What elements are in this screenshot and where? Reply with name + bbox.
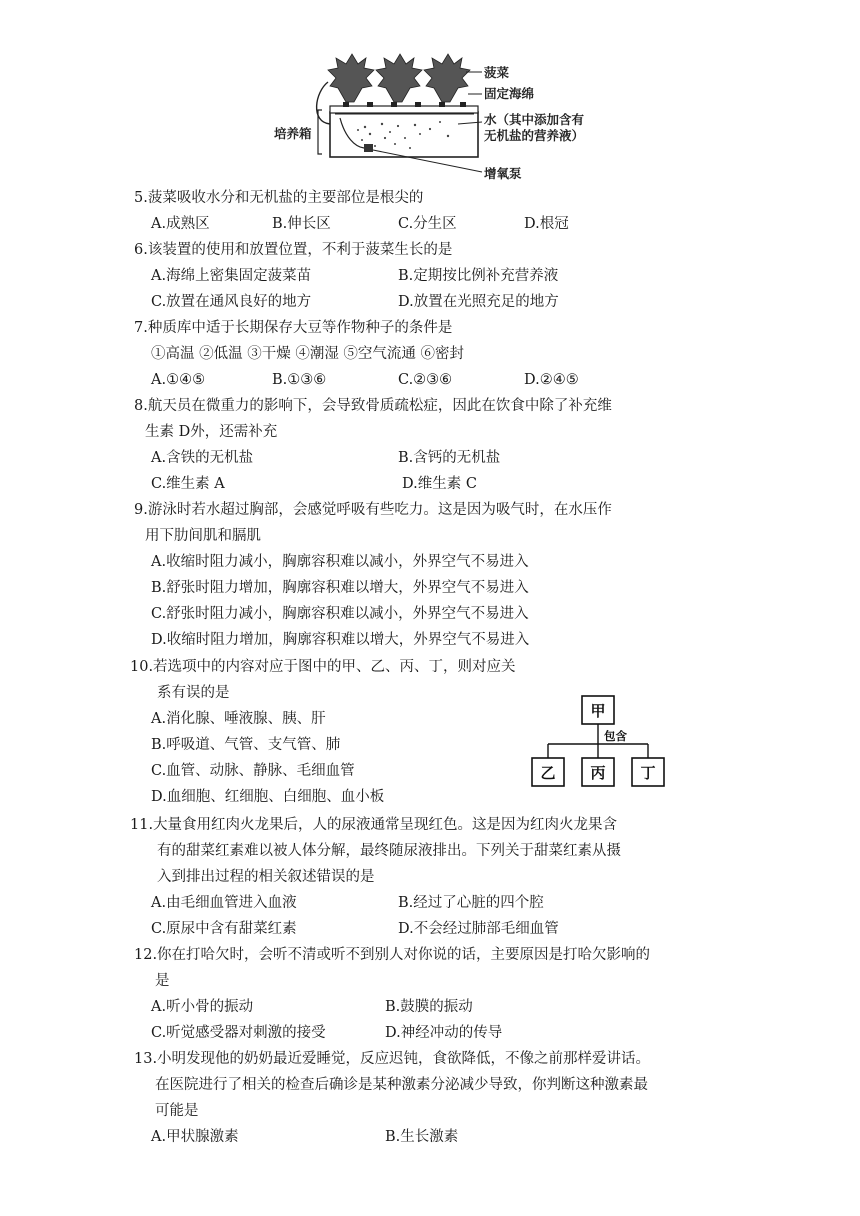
q13-stem-3: 可能是 [155,1103,199,1119]
q6-option-c: C.放置在通风良好的地方 [151,294,312,310]
q10-stem-1: 10.若选项中的内容对应于图中的甲、乙、丙、丁，则对应关 [130,659,516,675]
q10-option-a: A.消化腺、唾液腺、胰、肝 [151,711,326,727]
q7-stem: 7.种质库中适于长期保存大豆等作物种子的条件是 [134,320,453,336]
box-bing-label: 丙 [590,764,606,782]
q10-stem-2: 系有误的是 [157,685,230,701]
q9-option-c: C.舒张时阻力减小，胸廓容积难以减小，外界空气不易进入 [151,606,529,622]
q8-option-b: B.含钙的无机盐 [398,450,501,466]
q11-option-c: C.原尿中含有甜菜红素 [151,921,297,937]
label-water-1: 水（其中添加含有 [484,112,585,127]
label-pump: 增氧泵 [484,166,522,181]
q10-option-d: D.血细胞、红细胞、白细胞、血小板 [151,789,385,805]
q11-option-b: B.经过了心脏的四个腔 [398,895,544,911]
q8-stem-2: 生素 D外，还需补充 [145,424,278,440]
q13-stem-1: 13.小明发现他的奶奶最近爱睡觉，反应迟钝，食欲降低，不像之前那样爱讲话。 [134,1051,651,1067]
box-jia-label: 甲 [590,702,606,720]
q8-stem-1: 8.航天员在微重力的影响下，会导致骨质疏松症，因此在饮食中除了补充维 [134,398,612,414]
box-yi-label: 乙 [540,764,556,782]
q11-stem-2: 有的甜菜红素难以被人体分解，最终随尿液排出。下列关于甜菜红素从摄 [157,843,621,859]
q13-stem-2: 在医院进行了相关的检查后确诊是某种激素分泌减少导致，你判断这种激素最 [155,1077,648,1093]
q12-option-d: D.神经冲动的传导 [385,1025,503,1041]
label-water-2: 无机盐的营养液） [484,128,585,143]
q13-option-a: A.甲状腺激素 [151,1129,239,1145]
q5-option-a: A.成熟区 [151,216,210,232]
containment-diagram [524,692,674,792]
q9-option-a: A.收缩时阻力减小，胸廓容积难以减小，外界空气不易进入 [151,554,529,570]
hydroponic-figure [270,52,590,182]
q5-option-c: C.分生区 [398,216,457,232]
q12-option-a: A.听小骨的振动 [151,999,254,1015]
q5-stem: 5.菠菜吸收水分和无机盐的主要部位是根尖的 [134,190,424,206]
q7-option-d: D.②④⑤ [524,372,579,388]
q12-stem-2: 是 [155,973,170,989]
q7-option-b: B.①③⑥ [272,372,327,388]
contains-label: 包含 [604,729,627,743]
q12-option-c: C.听觉感受器对刺激的接受 [151,1025,326,1041]
q8-option-a: A.含铁的无机盐 [151,450,254,466]
q9-option-b: B.舒张时阻力增加，胸廓容积难以增大，外界空气不易进入 [151,580,529,596]
q12-option-b: B.鼓膜的振动 [385,999,473,1015]
q5-option-b: B.伸长区 [272,216,331,232]
q9-stem-2: 用下肋间肌和膈肌 [145,528,261,544]
q7-stem-conditions: ①高温 ②低温 ③干燥 ④潮湿 ⑤空气流通 ⑥密封 [151,346,465,362]
q9-option-d: D.收缩时阻力增加，胸廓容积难以增大，外界空气不易进入 [151,632,530,648]
q11-option-d: D.不会经过肺部毛细血管 [398,921,559,937]
q7-option-c: C.②③⑥ [398,372,453,388]
q9-stem-1: 9.游泳时若水超过胸部，会感觉呼吸有些吃力。这是因为吸气时，在水压作 [134,502,612,518]
q6-option-a: A.海绵上密集固定菠菜苗 [151,268,312,284]
q11-stem-3: 入到排出过程的相关叙述错误的是 [157,869,375,885]
q6-option-d: D.放置在光照充足的地方 [398,294,559,310]
q11-option-a: A.由毛细血管进入血液 [151,895,297,911]
q8-option-c: C.维生素 A [151,476,225,492]
q6-option-b: B.定期按比例补充营养液 [398,268,559,284]
q10-option-c: C.血管、动脉、静脉、毛细血管 [151,763,355,779]
q8-option-d: D.维生素 C [402,476,477,492]
label-box: 培养箱 [274,126,312,141]
label-spinach: 菠菜 [484,65,510,80]
q12-stem-1: 12.你在打哈欠时，会听不清或听不到别人对你说的话，主要原因是打哈欠影响的 [134,947,651,963]
q5-option-d: D.根冠 [524,216,569,232]
q13-option-b: B.生长激素 [385,1129,459,1145]
q7-option-a: A.①④⑤ [151,372,206,388]
box-ding-label: 丁 [640,764,656,782]
q11-stem-1: 11.大量食用红肉火龙果后，人的尿液通常呈现红色。这是因为红肉火龙果含 [130,817,618,833]
q6-stem: 6.该装置的使用和放置位置，不利于菠菜生长的是 [134,242,453,258]
label-sponge: 固定海绵 [484,86,535,101]
q10-option-b: B.呼吸道、气管、支气管、肺 [151,737,341,753]
